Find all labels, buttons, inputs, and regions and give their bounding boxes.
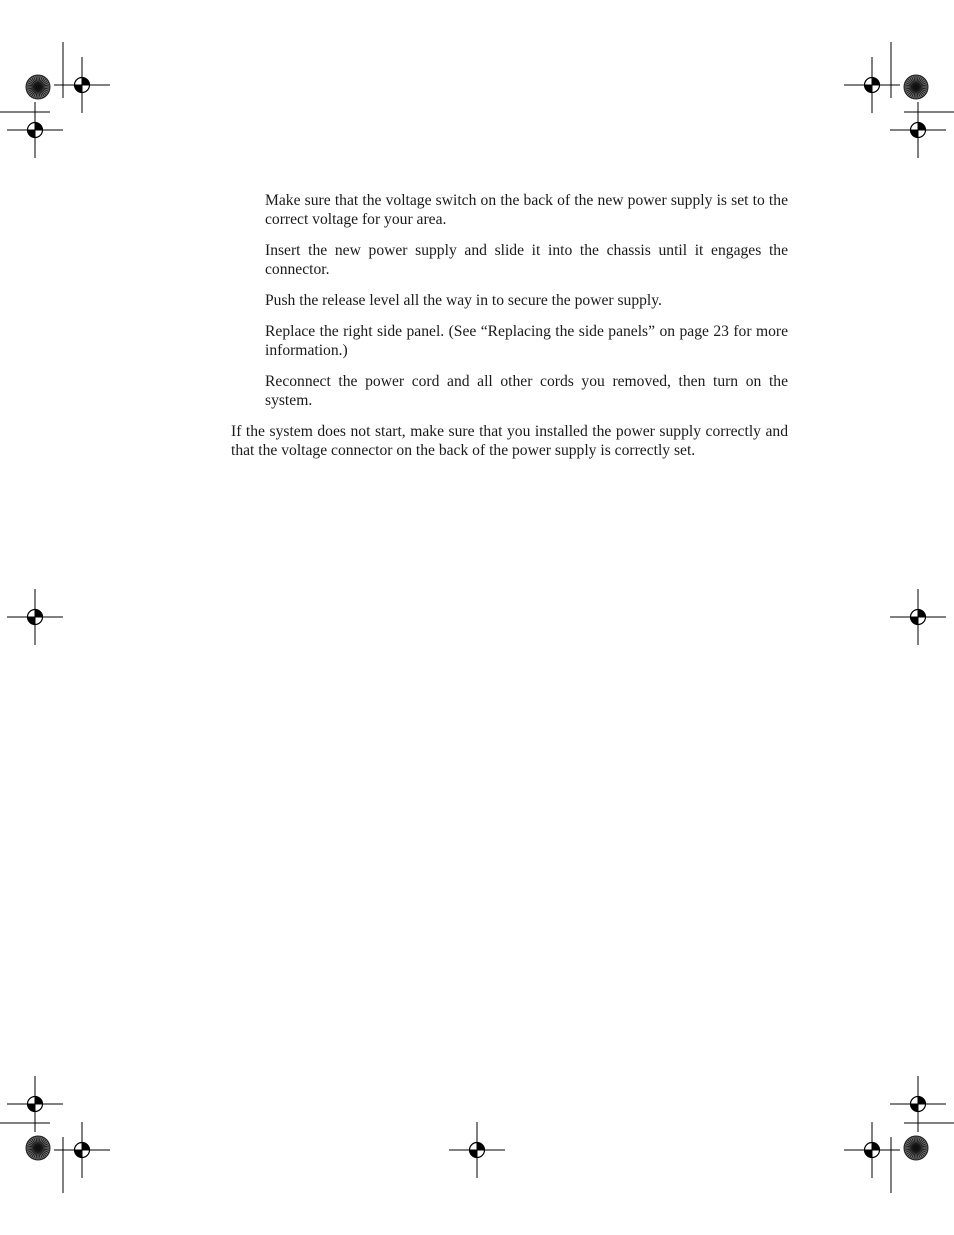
step-voltage-switch: Make sure that the voltage switch on the back of the new power supply is set to the correct voltage for your area. (265, 192, 788, 228)
registration-crosshair-icon (7, 589, 63, 645)
registration-starburst-icon (26, 1136, 50, 1160)
registration-crosshair-icon (890, 1076, 946, 1132)
registration-crosshair-icon (890, 102, 946, 158)
registration-crosshair-icon (54, 1122, 110, 1178)
registration-starburst-icon (904, 75, 928, 99)
document-body (231, 191, 788, 460)
registration-starburst-icon (26, 75, 50, 99)
registration-starburst-icon (904, 1136, 928, 1160)
registration-crosshair-icon (7, 1076, 63, 1132)
step-insert-power-supply: Insert the new power supply and slide it into the chassis until it engages the connector. (265, 242, 788, 278)
registration-crosshair-icon (449, 1122, 505, 1178)
registration-crosshair-icon (7, 102, 63, 158)
troubleshooting-note: If the system does not start, make sure that you installed the power supply correctly and that the voltage connector on the back of the power supply is correctly set. (231, 423, 788, 459)
registration-crosshair-icon (844, 1122, 900, 1178)
registration-crosshair-icon (54, 57, 110, 113)
step-replace-side-panel: Replace the right side panel. (See “Replacing the side panels” on page 23 for more information.) (265, 323, 788, 359)
registration-crosshair-icon (890, 589, 946, 645)
step-push-release-lever: Push the release level all the way in to secure the power supply. (265, 292, 662, 309)
registration-crosshair-icon (844, 57, 900, 113)
step-reconnect-cords: Reconnect the power cord and all other cords you removed, then turn on the system. (265, 373, 788, 409)
